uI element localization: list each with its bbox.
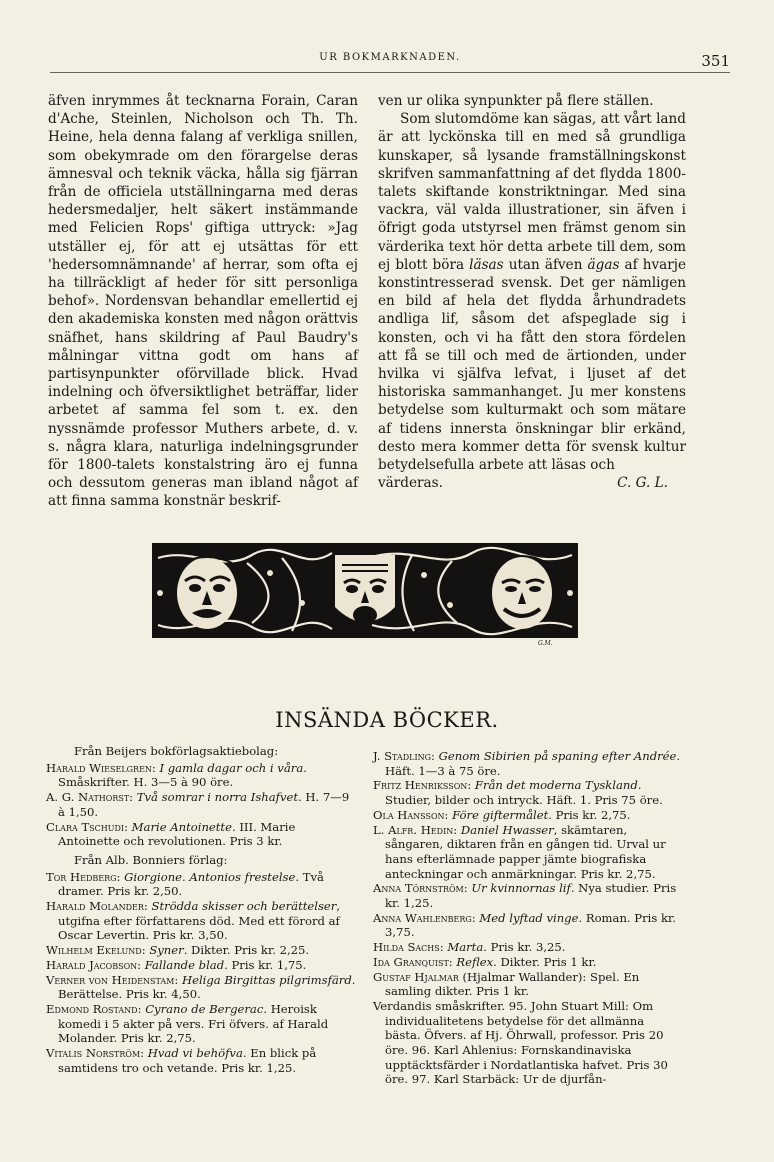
book-entry: Edmond Rostand: Cyrano de Bergerac. Heroisk komedi i 5 akter på vers. Fri öfvers. af Harald Molander. Pris kr. 2,75. [46,1001,329,1046]
decorative-frieze [152,543,578,638]
book-entry: J. Stadling: Genom Sibirien på spaning efter Andrée. Häft. 1—3 à 75 öre. [373,749,681,778]
page-number: 351 [701,52,730,70]
book-entry: Wilhelm Ekelund: Syner. Dikter. Pris kr. 2,25. [46,943,310,958]
review-paragraph: äfven inrymmes åt tecknarna Forain, Caran d'Ache, Steinlen, Nicholson och Th. Th. Heine, hela denna falang af verkliga snillen, som obekymrade om den förargelse deras ämnesval och teknik väcka, hålla sig fjärran från de officiela utställningarna med deras hedersmedaljer, helt säkert instämmande med Felicien Rops' giftiga uttryck: »Jag utställer ej, för att ej utsättas för ett 'hedersomnämnande' af herrar, som ofta ej ha tillräckligt af heder för sitt personliga behof». Nordensvan behandlar emellertid ej den akademiska konsten med någon orättvis snäfhet, hans skildring af Paul Baudry's målningar vittna godt om hans af partisynpunkter oförvillade blick. Hvad indelning och öfversiktlighet beträffar, lider arbetet af samma fel som t. ex. den nyssnämde professor Muthers arbete, d. v. s. några klara, naturliga indelningsgrunder för 1800-talets konstalstring äro ej funna och dessutom generas man ibland något af att finna samma konstnär beskrif- [48,93,358,510]
book-entry: Gustaf Hjalmar (Hjalmar Wallander): Spel. En samling dikter. Pris 1 kr. [373,969,640,999]
running-head: UR BOKMARKNADEN. [319,52,461,63]
book-entry: A. G. Nathorst: Två somrar i norra Ishafvet. H. 7—9 à 1,50. [46,790,350,819]
book-entry: Ola Hansson: Före giftermålet. Pris kr. 2,75. [373,807,631,822]
book-entry: Verner von Heidenstam: Heliga Birgittas pilgrimsfärd. Berättelse. Pris kr. 4,50. [46,972,356,1002]
review-paragraph: Som slutomdöme kan sägas, att vårt land är att lyckönska till en med så grundliga kunskaper, så lysande framställningskonst skrifven sammanfattning af det flydda 1800-talets skiftande konstriktningar. Med sina vackra, väl valda illustrationer, sin äfven i öfrigt goda utstyrsel men främst genom sin värderika text hör detta arbete till dem, som ej blott böra läsas utan äfven ägas af hvarje konstintresserad svensk. Det ger nämligen en bild af hela det flydda århundradets andliga lif, såsom det afspeglade sig i konsten, och vi ha fått den stora fördelen att få se till och med de ärtionden, under hvilka vi själfva lefvat, i ljuset af det historiska sammanhanget. Ju mer konstens betydelse som kulturmakt och som mätare af tidens innersta önskningar blir erkänd, desto mera kommer detta för svensk kultur betydelsefulla arbete att läsas och [378,111,687,474]
book-entry: Clara Tschudi: Marie Antoinette. III. Marie Antoinette och revolutionen. Pris 3 kr. [46,819,296,849]
series-entry: Verdandis småskrifter. 95. John Stuart Mill: Om individualitetens betydelse för det allmänna bästa. Öfvers. af Hj. Öhrwall, professor. Pris 20 öre. 96. Karl Ahlenius: Fornskandinaviska upptäcktsfärder i Nordatlantiska hafvet. Pris 30 öre. 97. Karl Starbäck: Ur de djurfån- [373,998,668,1087]
book-entry: Harald Wieselgren: I gamla dagar och i våra. Småskrifter. H. 3—5 à 90 öre. [46,760,307,790]
book-entry: Ida Granquist: Reflex. Dikter. Pris 1 kr. [373,954,597,969]
book-entry: Anna Törnström: Ur kvinnornas lif. Nya studier. Pris kr. 1,25. [373,881,677,911]
book-entry: Harald Jacobson: Fallande blad. Pris kr. 1,75. [46,957,307,972]
book-entry: Fritz Henriksson: Från det moderna Tyskland. Studier, bilder och intryck. Häft. 1. Pris 75 öre. [373,778,663,808]
books-list-left [46,744,356,1075]
signature-line: värderas. C. G. L. [378,475,668,492]
book-entry: Vitalis Norström: Hvad vi behöfva. En blick på samtidens tro och vetande. Pris kr. 1,25. [46,1046,317,1075]
publisher-heading: Från Beijers bokförlagsaktiebolag: [74,744,279,758]
mask-left [177,557,237,629]
book-entry: Harald Molander: Strödda skisser och berättelser, utgifna efter författarens död. Med ett förord af Oscar Levertin. Pris kr. 3,50. [46,899,341,943]
section-title: INSÄNDA BÖCKER. [275,708,499,732]
book-entry: L. Alfr. Hedin: Daniel Hwasser, skämtaren, sångaren, diktaren från en gången tid. Urval ur hans efterlämnade papper jämte biografiska anteckningar och anmärkningar. Pris kr. 2,75. [373,822,666,881]
publisher-heading: Från Alb. Bonniers förlag: [74,852,228,867]
mask-center [335,555,395,624]
review-paragraph: ven ur olika synpunkter på flere ställen. [378,93,654,109]
frieze-masks-illustration [152,543,578,638]
books-list-right [373,749,683,1087]
review-right-column [378,92,686,492]
page-header [50,50,730,73]
artist-monogram: G.M. [538,640,553,647]
review-left-column [48,92,358,511]
signature: C. G. L. [617,475,668,492]
book-entry: Anna Wahlenberg: Med lyftad vinge. Roman. Pris kr. 3,75. [373,910,676,940]
book-entry: Hilda Sachs: Marta. Pris kr. 3,25. [373,940,566,955]
book-entry: Tor Hedberg: Giorgione. Antonios frestelse. Två dramer. Pris kr. 2,50. [46,869,324,899]
